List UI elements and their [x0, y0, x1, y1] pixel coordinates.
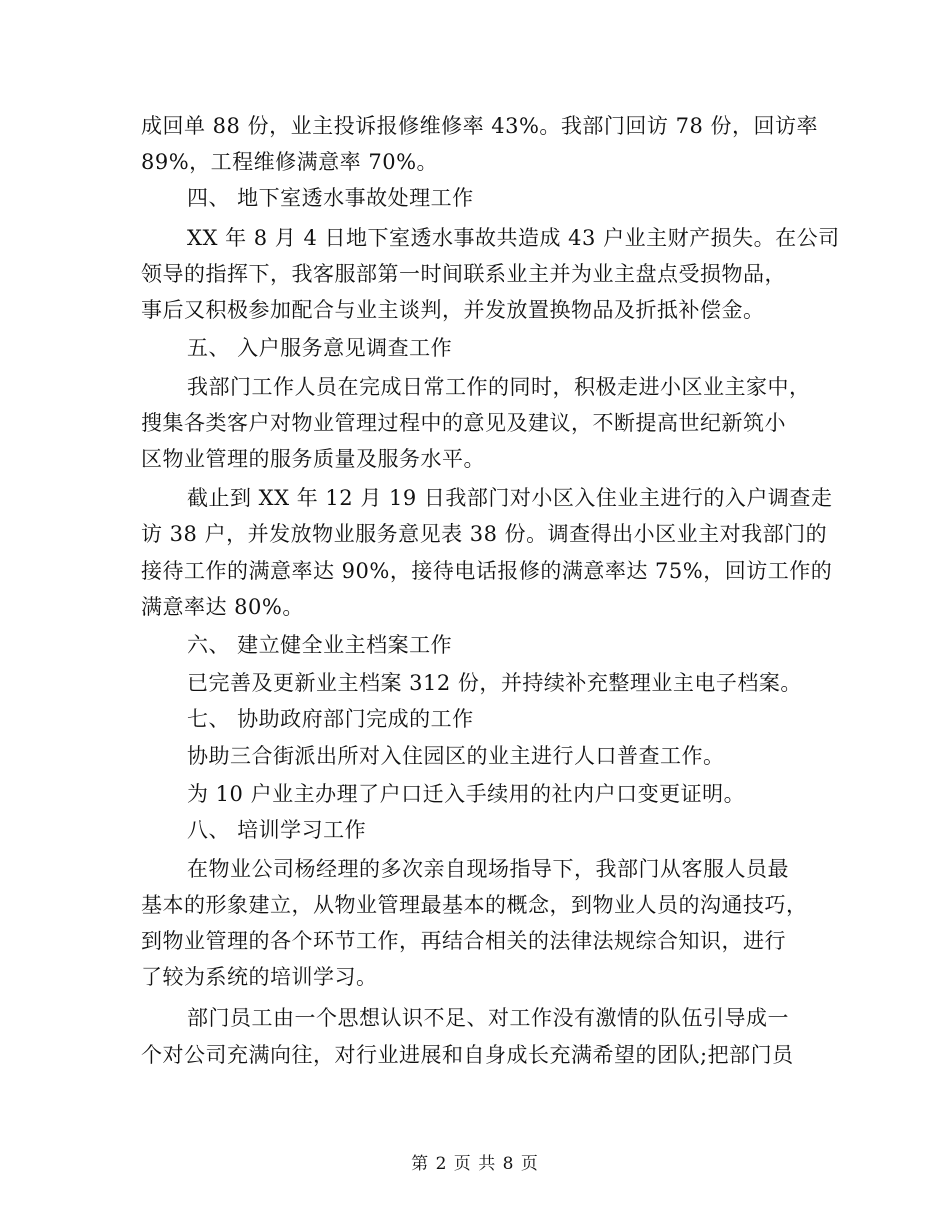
text-line-2: 89%，工程维修满意率 70%。 — [141, 150, 439, 174]
text-line-19: 为 10 户业主办理了户口迁入手续用的社内户口变更证明。 — [187, 782, 746, 806]
section-heading-7: 七、 协助政府部门完成的工作 — [187, 707, 474, 731]
text-line-6: 事后又积极参加配合与业主谈判，并发放置换物品及折抵补偿金。 — [141, 298, 765, 322]
text-line-11: 截止到 XX 年 12 月 19 日我部门对小区入住业主进行的入户调查走 — [187, 486, 833, 510]
text-line-9: 搜集各类客户对物业管理过程中的意见及建议，不断提高世纪新筑小 — [141, 411, 786, 435]
text-line-13: 接待工作的满意率达 90%，接待电话报修的满意率达 75%，回访工作的 — [141, 559, 833, 583]
text-line-23: 到物业管理的各个环节工作，再结合相关的法律法规综合知识，进行 — [141, 929, 786, 953]
text-line-18: 协助三合街派出所对入住园区的业主进行人口普查工作。 — [187, 744, 725, 768]
text-line-5: 领导的指挥下，我客服部第一时间联系业主并为业主盘点受损物品， — [141, 262, 786, 286]
text-line-12: 访 38 户，并发放物业服务意见表 38 份。调查得出小区业主对我部门的 — [141, 522, 828, 546]
section-heading-4: 四、 地下室透水事故处理工作 — [187, 186, 474, 210]
section-heading-8: 八、 培训学习工作 — [187, 818, 367, 842]
text-line-22: 基本的形象建立，从物业管理最基本的概念，到物业人员的沟通技巧， — [141, 893, 808, 917]
section-heading-6: 六、 建立健全业主档案工作 — [187, 633, 453, 657]
text-line-8: 我部门工作人员在完成日常工作的同时，积极走进小区业主家中， — [187, 375, 811, 399]
text-line-1: 成回单 88 份，业主投诉报修维修率 43%。我部门回访 78 份，回访率 — [141, 114, 818, 138]
text-line-14: 满意率达 80%。 — [141, 595, 304, 619]
section-heading-5: 五、 入户服务意见调查工作 — [187, 336, 453, 360]
text-line-21: 在物业公司杨经理的多次亲自现场指导下，我部门从客服人员最 — [187, 857, 789, 881]
text-line-24: 了较为系统的培训学习。 — [141, 965, 378, 989]
page-number-footer: 第 2 页 共 8 页 — [411, 1154, 539, 1174]
text-line-26: 个对公司充满向往，对行业进展和自身成长充满希望的团队;把部门员 — [141, 1043, 794, 1067]
text-line-4: XX 年 8 月 4 日地下室透水事故共造成 43 户业主财产损失。在公司 — [187, 226, 840, 250]
text-line-10: 区物业管理的服务质量及服务水平。 — [141, 447, 485, 471]
text-line-16: 已完善及更新业主档案 312 份，并持续补充整理业主电子档案。 — [187, 671, 802, 695]
text-line-25: 部门员工由一个思想认识不足、对工作没有激情的队伍引导成一 — [187, 1006, 789, 1030]
